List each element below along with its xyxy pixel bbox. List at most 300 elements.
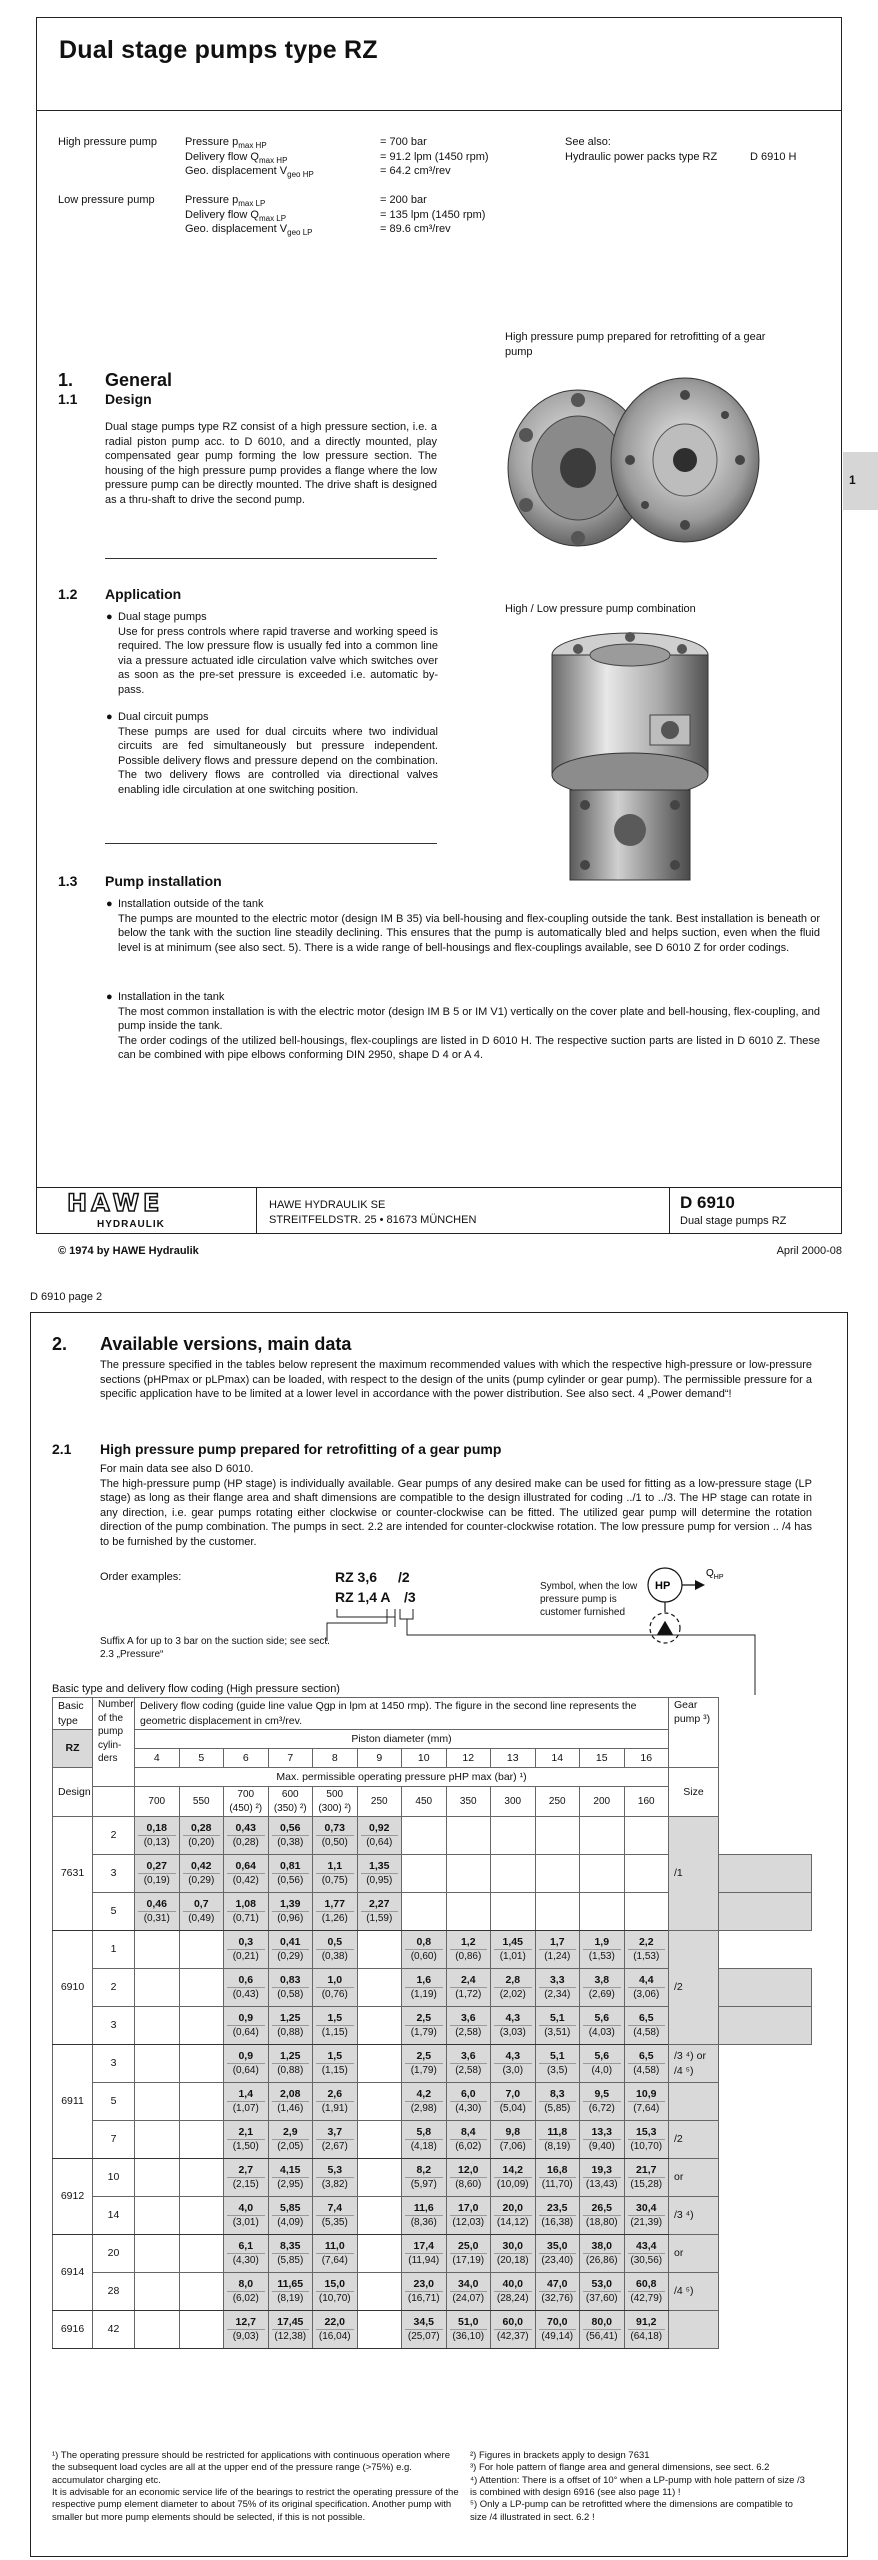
- flow-cell: [313, 1817, 358, 1855]
- displacement-value: (0,64): [232, 2027, 259, 2039]
- flow-cell: [224, 2083, 269, 2121]
- flow-coding-value: 11,0: [316, 2239, 354, 2254]
- flow-cell: [179, 1855, 224, 1893]
- spec-subscript: max LP: [258, 213, 287, 223]
- flow-cell: [491, 1931, 536, 1969]
- pressure-cell: 600 (350) ²): [268, 1787, 313, 1817]
- page-title: Dual stage pumps type RZ: [59, 36, 378, 64]
- flow-cell: [313, 1893, 358, 1931]
- flow-cell: [446, 1855, 491, 1893]
- flow-cell: [224, 2121, 269, 2159]
- flow-coding-value: 4,3: [494, 2049, 532, 2064]
- displacement-value: (7,64): [633, 2103, 660, 2115]
- divider: [105, 558, 437, 559]
- design-cell: 6910: [53, 1931, 93, 2045]
- flow-coding-value: 2,9: [272, 2125, 310, 2140]
- displacement-value: (3,0): [502, 2065, 524, 2077]
- flow-cell: [313, 2083, 358, 2121]
- flow-cell: [446, 2083, 491, 2121]
- displacement-value: (14,12): [496, 2217, 529, 2229]
- application-bullet-1: ● Dual stage pumps Use for press controls where rapid traverse and working speed is required. The low pressure flow is usually fed into a common line via a pressure actuated idle circulation valve which switches over as soon as the pre-set pressure is exceeded i.e. automatic by-pass.: [106, 611, 438, 696]
- footnote: It is advisable for an economic service life of the bearings to restrict the operating pressure of the respective pump element diameter to about 75% of its original specification. Another pump with smaller but more pump elements should be selected, if this is not possible.: [52, 2487, 459, 2523]
- cylinders-cell: 28: [93, 2273, 135, 2311]
- flow-cell: [446, 2121, 491, 2159]
- flow-cell: [135, 2159, 180, 2197]
- flow-cell: [402, 1855, 447, 1893]
- pressure-cell: 700: [135, 1787, 180, 1817]
- flow-cell: [491, 2273, 536, 2311]
- symbol-q-label: $Q_{HP}$: [706, 1568, 724, 1581]
- flow-cell: [268, 1893, 313, 1931]
- displacement-value: (1,79): [410, 2065, 437, 2077]
- section-1-title: General: [105, 370, 173, 390]
- flow-cell: [535, 1893, 580, 1931]
- flow-coding-value: 1,08: [227, 1897, 265, 1912]
- cylinders-cell: 3: [93, 1855, 135, 1893]
- spec-name: Geo. displacement V: [185, 165, 288, 177]
- flow-cell: [580, 2007, 625, 2045]
- flow-cell: [357, 2007, 402, 2045]
- displacement-value: (24,07): [452, 2293, 485, 2305]
- flow-coding-value: 0,41: [272, 1935, 310, 1950]
- diameter-cell: 4: [135, 1749, 180, 1768]
- flow-cell: [268, 1969, 313, 2007]
- flow-cell: [446, 2007, 491, 2045]
- gear-size-cell: /3 ⁴): [669, 2197, 719, 2235]
- flow-cell: [179, 2083, 224, 2121]
- flow-cell: [179, 1931, 224, 1969]
- displacement-value: (0,31): [143, 1913, 170, 1925]
- flow-cell: [357, 2235, 402, 2273]
- footnote: ³) For hole pattern of flange area and general dimensions, see sect. 6.2: [470, 2462, 770, 2474]
- gear-size-cell: /1: [669, 1817, 719, 1931]
- pressure-cell: 160: [624, 1787, 669, 1817]
- displacement-value: (5,85): [277, 2255, 304, 2267]
- displacement-value: (0,56): [277, 1875, 304, 1887]
- flow-cell: [491, 2197, 536, 2235]
- order-example-2-type: RZ 1,4 A: [335, 1589, 391, 1605]
- displacement-value: (5,97): [410, 2179, 437, 2191]
- pressure-cell: 700 (450) ²): [224, 1787, 269, 1817]
- flow-coding-value: 1,6: [405, 1973, 443, 1988]
- diameter-cell: 8: [313, 1749, 358, 1768]
- flow-cell: [268, 2121, 313, 2159]
- hp-pump-photo: [500, 360, 770, 560]
- diameter-cell: 9: [357, 1749, 402, 1768]
- displacement-value: (11,70): [541, 2179, 573, 2191]
- flow-cell: [268, 1817, 313, 1855]
- flow-coding-value: 8,35: [272, 2239, 310, 2254]
- flow-cell: [446, 1931, 491, 1969]
- see-also-label: See also:: [565, 136, 611, 148]
- displacement-value: (6,02): [455, 2141, 482, 2153]
- footnotes-right: [470, 2450, 812, 2524]
- flow-coding-value: 1,4: [227, 2087, 265, 2102]
- displacement-value: (1,46): [277, 2103, 304, 2115]
- flow-cell: [446, 2045, 491, 2083]
- displacement-value: (23,40): [541, 2255, 574, 2267]
- flow-cell: [491, 1817, 536, 1855]
- flow-cell: [491, 2045, 536, 2083]
- flow-cell: [268, 2273, 313, 2311]
- flow-coding-value: 20,0: [494, 2201, 532, 2216]
- flow-cell: [446, 2159, 491, 2197]
- diameter-cell: 12: [446, 1749, 491, 1768]
- displacement-value: (1,26): [321, 1913, 348, 1925]
- flow-cell: [491, 1893, 536, 1931]
- spec-value: = 200 bar: [380, 194, 427, 206]
- section-2-number: 2.: [52, 1334, 68, 1354]
- flow-coding-value: 8,0: [227, 2277, 265, 2292]
- displacement-value: (0,49): [188, 1913, 215, 1925]
- flow-coding-value: 15,0: [316, 2277, 354, 2292]
- flow-cell: [357, 2121, 402, 2159]
- flow-cell: [624, 2159, 669, 2197]
- gear-size-cell: or: [669, 2235, 719, 2273]
- displacement-value: (1,15): [321, 2027, 348, 2039]
- flow-coding-value: 17,45: [272, 2315, 310, 2330]
- flow-cell: [313, 2045, 358, 2083]
- flow-cell: [357, 1931, 402, 1969]
- document-id: D 6910 Dual stage pumps RZ: [669, 1188, 841, 1234]
- flow-coding-value: 13,3: [583, 2125, 621, 2140]
- displacement-value: (1,59): [366, 1913, 393, 1925]
- flow-cell: [580, 2083, 625, 2121]
- displacement-value: (11,94): [408, 2255, 440, 2267]
- section-1-2-number: 1.2: [58, 586, 78, 602]
- flow-cell: [580, 2159, 625, 2197]
- displacement-value: (15,28): [630, 2179, 663, 2191]
- symbol-note: Symbol, when the low pressure pump is customer furnished: [540, 1581, 638, 1619]
- section-2-1-title: High pressure pump prepared for retrofitting of a gear pump: [100, 1441, 502, 1457]
- see-also-ref: D 6910 H: [750, 151, 797, 163]
- company-address: HAWE HYDRAULIK SE STREITFELDSTR. 25 • 81673 MÜNCHEN: [269, 1199, 477, 1227]
- flow-coding-value: 19,3: [583, 2163, 621, 2178]
- flow-cell: [224, 1931, 269, 1969]
- flow-coding-value: 22,0: [316, 2315, 354, 2330]
- flow-coding-value: 1,77: [316, 1897, 354, 1912]
- flow-cell: [402, 2083, 447, 2121]
- flow-cell: [135, 1969, 180, 2007]
- copyright: © 1974 by HAWE Hydraulik: [58, 1245, 199, 1257]
- hp-label: High pressure pump: [58, 136, 158, 148]
- flow-coding-value: 8,3: [539, 2087, 577, 2102]
- displacement-value: (0,75): [321, 1875, 348, 1887]
- flow-coding-value: 0,28: [183, 1821, 221, 1836]
- flow-cell: [624, 1893, 669, 1931]
- flow-coding-value: 4,2: [405, 2087, 443, 2102]
- flow-coding-value: 8,4: [450, 2125, 488, 2140]
- displacement-value: (28,24): [496, 2293, 529, 2305]
- flow-cell: [179, 1893, 224, 1931]
- datasheet-page-2: [0, 1290, 878, 2560]
- flow-cell: [402, 2121, 447, 2159]
- flow-coding-value: 2,4: [450, 1973, 488, 1988]
- flow-cell: [224, 1855, 269, 1893]
- installation-bullet-2: ● Installation in the tank The most common installation is with the electric motor (design IM B 5 or IM V1) vertically on the cover plate and bell-housing, flex-coupling, and pump inside the tank. The order codings of the utilized bell-housings, flex-couplings are listed in D 6010 H. The respective suction parts are listed in D 6010 Z. These can be combined with pipe elbows conforming DIN 2950, shape D 4 or A 4.: [106, 991, 820, 1062]
- pressure-cell: 250: [535, 1787, 580, 1817]
- flow-coding-value: 2,08: [272, 2087, 310, 2102]
- displacement-value: (0,88): [277, 2027, 304, 2039]
- spec-value: = 91.2 lpm (1450 rpm): [380, 150, 489, 163]
- flow-coding-value: 5,1: [539, 2011, 577, 2026]
- gear-size-cell: or: [669, 2159, 719, 2197]
- table-row: [53, 2045, 812, 2083]
- flow-coding-value: 0,56: [272, 1821, 310, 1836]
- cylinders-cell: 5: [93, 1893, 135, 1931]
- flow-cell: [402, 1931, 447, 1969]
- displacement-value: (9,40): [588, 2141, 615, 2153]
- flow-coding-value: 5,6: [583, 2049, 621, 2064]
- flow-coding-value: 0,7: [183, 1897, 221, 1912]
- displacement-value: (4,18): [410, 2141, 437, 2153]
- flow-coding-value: 12,0: [450, 2163, 488, 2178]
- flow-cell: [179, 2273, 224, 2311]
- table-row: [53, 2159, 812, 2197]
- spec-value: = 89.6 cm³/rev: [380, 223, 451, 235]
- section-2-text: The pressure specified in the tables below represent the maximum recommended values with which the respective high-pressure or low-pressure sections (pHPmax or pLPmax) can be loaded, with respect to the design of the units (pump cylinder or gear pump). The permissible pressure for a specific application have to be limited at a lower level in accordance with the power distribution. See also sect. 4 „Power demand“!: [100, 1359, 812, 1401]
- displacement-value: (2,95): [277, 2179, 304, 2191]
- diameter-cell: 7: [268, 1749, 313, 1768]
- flow-cell: [268, 2197, 313, 2235]
- flow-coding-value: 0,83: [272, 1973, 310, 1988]
- displacement-value: (2,69): [588, 1989, 615, 2001]
- gear-size-cell: [669, 2083, 719, 2121]
- flow-cell: [491, 2235, 536, 2273]
- lp-label: Low pressure pump: [58, 194, 155, 206]
- gear-size-cell: [719, 2007, 812, 2045]
- displacement-value: (8,19): [277, 2293, 304, 2305]
- displacement-value: (37,60): [585, 2293, 618, 2305]
- displacement-value: (0,28): [232, 1837, 259, 1849]
- flow-cell: [268, 2235, 313, 2273]
- displacement-value: (1,24): [544, 1951, 571, 1963]
- flow-coding-value: 5,85: [272, 2201, 310, 2216]
- flow-coding-value: 9,5: [583, 2087, 621, 2102]
- displacement-value: (8,60): [455, 2179, 482, 2191]
- flow-coding-value: 2,7: [227, 2163, 265, 2178]
- flow-coding-value: 2,1: [227, 2125, 265, 2140]
- flow-cell: [535, 2045, 580, 2083]
- flow-cell: [580, 1969, 625, 2007]
- flow-cell: [135, 1817, 180, 1855]
- flow-coding-value: 1,0: [316, 1973, 354, 1988]
- displacement-value: (2,58): [455, 2065, 482, 2077]
- flow-cell: [357, 1855, 402, 1893]
- flow-coding-value: 8,2: [405, 2163, 443, 2178]
- flow-coding-value: 6,1: [227, 2239, 265, 2254]
- displacement-value: (0,38): [321, 1951, 348, 1963]
- flow-cell: [624, 2235, 669, 2273]
- flow-cell: [402, 1893, 447, 1931]
- flow-cell: [580, 1931, 625, 1969]
- flow-cell: [535, 1855, 580, 1893]
- flow-cell: [268, 2159, 313, 2197]
- flow-coding-value: 70,0: [539, 2315, 577, 2330]
- header-flow-coding: Delivery flow coding (guide line value Qgp in lpm at 1450 rmp). The figure in the second line represents the geometric displacement in cm³/rev.: [135, 1698, 669, 1730]
- flow-coding-value: 0,18: [138, 1821, 176, 1836]
- flow-cell: [135, 2045, 180, 2083]
- gear-size-cell: [719, 1893, 812, 1931]
- flow-coding-value: 1,45: [494, 1935, 532, 1950]
- displacement-value: (30,56): [630, 2255, 663, 2267]
- flow-coding-value: 4,0: [227, 2201, 265, 2216]
- flow-coding-value: 1,9: [583, 1935, 621, 1950]
- spec-subscript: geo HP: [287, 170, 314, 180]
- flow-coding-value: 16,8: [539, 2163, 577, 2178]
- displacement-value: (0,29): [188, 1875, 215, 1887]
- flow-cell: [535, 1969, 580, 2007]
- flow-coding-value: 1,2: [450, 1935, 488, 1950]
- displacement-value: (1,91): [321, 2103, 348, 2115]
- gear-size-cell: [669, 2311, 719, 2349]
- displacement-value: (0,19): [143, 1875, 170, 1887]
- flow-coding-value: 6,0: [450, 2087, 488, 2102]
- displacement-value: (16,04): [318, 2331, 351, 2343]
- displacement-value: (10,70): [318, 2293, 351, 2305]
- flow-cell: [357, 2045, 402, 2083]
- displacement-value: (12,03): [452, 2217, 485, 2229]
- flow-coding-value: 1,1: [316, 1859, 354, 1874]
- flow-cell: [446, 2311, 491, 2349]
- flow-coding-value: 0,42: [183, 1859, 221, 1874]
- flow-coding-value: 7,4: [316, 2201, 354, 2216]
- flow-coding-value: 0,43: [227, 1821, 265, 1836]
- displacement-value: (1,07): [232, 2103, 259, 2115]
- flow-coding-value: 2,2: [628, 1935, 666, 1950]
- flow-coding-value: 0,81: [272, 1859, 310, 1874]
- displacement-value: (2,15): [232, 2179, 259, 2191]
- flow-cell: [580, 2311, 625, 2349]
- flow-coding-value: 2,27: [361, 1897, 399, 1912]
- flow-coding-value: 60,8: [628, 2277, 666, 2292]
- flow-cell: [268, 2045, 313, 2083]
- flow-cell: [491, 2083, 536, 2121]
- displacement-value: (3,01): [232, 2217, 259, 2229]
- flow-cell: [268, 2007, 313, 2045]
- displacement-value: (2,98): [410, 2103, 437, 2115]
- header-design: Design: [53, 1768, 93, 1817]
- pressure-cell: 250: [357, 1787, 402, 1817]
- image-2-caption: High / Low pressure pump combination: [505, 603, 696, 615]
- flow-cell: [402, 1817, 447, 1855]
- flow-cell: [535, 2007, 580, 2045]
- spec-subscript: max HP: [258, 155, 288, 165]
- hp-lp-pump-photo: [530, 625, 730, 890]
- bullet-dot: ●: [106, 611, 113, 623]
- flow-cell: [580, 2121, 625, 2159]
- displacement-value: (2,58): [455, 2027, 482, 2039]
- flow-coding-value: 10,9: [628, 2087, 666, 2102]
- flow-cell: [179, 2045, 224, 2083]
- displacement-value: (8,36): [410, 2217, 437, 2229]
- issue-date: April 2000-08: [776, 1245, 842, 1257]
- flow-coding-value: 1,7: [539, 1935, 577, 1950]
- spec-name: Delivery flow Q: [185, 150, 259, 163]
- flow-coding-value: 11,6: [405, 2201, 443, 2216]
- displacement-value: (4,09): [277, 2217, 304, 2229]
- flow-coding-value: 1,25: [272, 2049, 310, 2064]
- flow-coding-value: 53,0: [583, 2277, 621, 2292]
- flow-cell: [580, 2045, 625, 2083]
- flow-coding-value: 6,5: [628, 2011, 666, 2026]
- flow-coding-value: 12,7: [227, 2315, 265, 2330]
- flow-coding-value: 0,27: [138, 1859, 176, 1874]
- cylinders-cell: 42: [93, 2311, 135, 2349]
- flow-coding-value: 0,3: [227, 1935, 265, 1950]
- displacement-value: (0,43): [232, 1989, 259, 2001]
- displacement-value: (0,42): [232, 1875, 259, 1887]
- displacement-value: (0,64): [366, 1837, 393, 1849]
- lp-spec-row: [185, 222, 451, 239]
- section-1-3-number: 1.3: [58, 873, 78, 889]
- flow-cell: [357, 2197, 402, 2235]
- flow-coding-value: 38,0: [583, 2239, 621, 2254]
- flow-cell: [313, 2007, 358, 2045]
- flow-coding-value: 0,6: [227, 1973, 265, 1988]
- flow-coding-value: 11,8: [539, 2125, 577, 2140]
- section-2-title: Available versions, main data: [100, 1334, 352, 1354]
- flow-cell: [491, 2121, 536, 2159]
- displacement-value: (7,64): [321, 2255, 348, 2267]
- flow-coding-value: 7,0: [494, 2087, 532, 2102]
- cylinders-cell: 2: [93, 1817, 135, 1855]
- flow-cell: [535, 1931, 580, 1969]
- flow-cell: [580, 1855, 625, 1893]
- displacement-value: (49,14): [541, 2331, 574, 2343]
- displacement-value: (4,03): [588, 2027, 615, 2039]
- gear-size-cell: [719, 1855, 812, 1893]
- flow-cell: [624, 2045, 669, 2083]
- flow-cell: [535, 1817, 580, 1855]
- flow-cell: [580, 2273, 625, 2311]
- flow-cell: [179, 2159, 224, 2197]
- flow-cell: [179, 1969, 224, 2007]
- flow-cell: [402, 2235, 447, 2273]
- gear-size-cell: /2: [669, 2121, 719, 2159]
- flow-coding-value: 0,64: [227, 1859, 265, 1874]
- bullet-dot: ●: [106, 991, 113, 1003]
- displacement-value: (1,50): [232, 2141, 259, 2153]
- flow-cell: [535, 2159, 580, 2197]
- displacement-value: (1,19): [410, 1989, 437, 2001]
- table-header-row: [53, 1768, 812, 1787]
- displacement-value: (17,19): [452, 2255, 485, 2267]
- displacement-value: (0,13): [143, 1837, 170, 1849]
- cylinders-cell: 3: [93, 2045, 135, 2083]
- displacement-value: (1,79): [410, 2027, 437, 2039]
- divider: [105, 843, 437, 844]
- table-caption: Basic type and delivery flow coding (High pressure section): [52, 1683, 340, 1695]
- cylinders-cell: 10: [93, 2159, 135, 2197]
- diameter-cell: 14: [535, 1749, 580, 1768]
- displacement-value: (12,38): [274, 2331, 307, 2343]
- bullet-dot: ●: [106, 711, 113, 723]
- pressure-cell: 550: [179, 1787, 224, 1817]
- footnote: ²) Figures in brackets apply to design 7631: [470, 2450, 650, 2461]
- suffix-note: Suffix A for up to 3 bar on the suction side; see sect. 2.3 „Pressure“: [100, 1636, 330, 1661]
- flow-cell: [535, 2083, 580, 2121]
- flow-cell: [313, 2311, 358, 2349]
- flow-cell: [313, 2235, 358, 2273]
- spec-subscript: max HP: [238, 141, 267, 151]
- symbol-hp-label: HP: [655, 1580, 671, 1592]
- application-bullet-2: ● Dual circuit pumps These pumps are used for dual circuits where two individual circuits are fed simultaneously but pressure independent. Possible delivery flows and pressure depend on the combination. The two delivery flows are controlled via directional valves enabling idle circulation at one switching position.: [106, 711, 438, 796]
- installation-bullet-1: ● Installation outside of the tank The pumps are mounted to the electric motor (design IM B 35) via bell-housing and flex-coupling outside the tank. Best installation is beneath or below the tank with the suction line steadily declining. This ensures that the pump is automatically bled and helps suction, even when the fluid level is at minimum (see also sect. 5). There is a wide range of bell-housings and flex-couplings available, see D 6010 Z for order codings.: [106, 898, 820, 954]
- flow-coding-value: 60,0: [494, 2315, 532, 2330]
- section-1-1-title: Design: [105, 391, 152, 407]
- footnote: ⁵) Only a LP-pump can be retrofitted where the dimensions are compatible to size /4 illustrated in sect. 6.2 !: [470, 2499, 793, 2523]
